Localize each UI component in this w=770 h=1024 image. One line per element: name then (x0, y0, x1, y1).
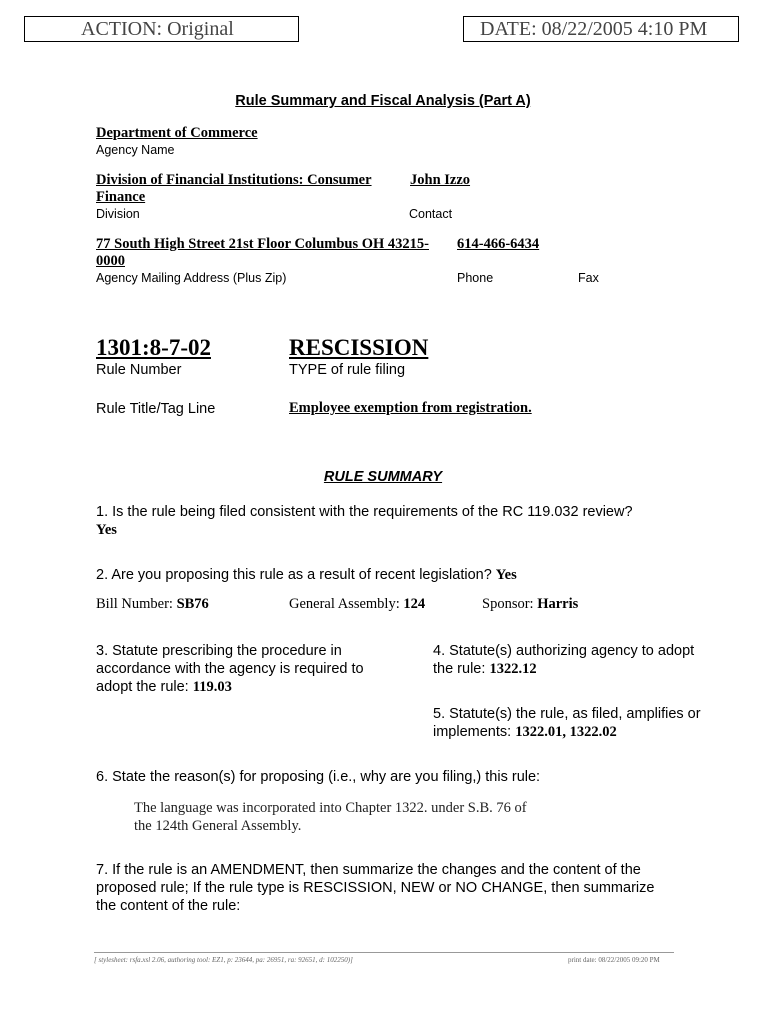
filing-type-label: TYPE of rule filing (289, 362, 406, 378)
division-label: Division (96, 207, 140, 221)
footer-stylesheet-info: [ stylesheet: rsfa.xsl 2.06, authoring tool: EZ1, p: 23644, pa: 26951, ra: 92651, d: 102250)] (94, 956, 353, 964)
date-text: DATE: 08/22/2005 4:10 PM (480, 18, 708, 40)
bill-number (96, 596, 209, 613)
sponsor (482, 596, 578, 613)
contact-value: John Izzo (410, 172, 471, 188)
action-box (24, 16, 299, 42)
question-6-text: 6. State the reason(s) for proposing (i.e., why are you filing,) this rule: (96, 769, 541, 785)
date-box (463, 16, 739, 42)
question-2-answer: Yes (495, 567, 517, 583)
question-4 (433, 642, 713, 678)
question-1 (96, 503, 656, 539)
question-4-answer: 1322.12 (489, 661, 537, 677)
contact-label: Contact (409, 207, 453, 221)
rule-title-label: Rule Title/Tag Line (96, 401, 216, 417)
footer-divider (94, 952, 674, 953)
division-value: Division of Financial Institutions: Consumer Finance (96, 172, 372, 205)
question-1-answer: Yes (96, 522, 117, 538)
question-7-text: 7. If the rule is an AMENDMENT, then summarize the changes and the content of the proposed rule; If the rule type is RESCISSION, NEW or NO CHANGE, then summarize the content of the rule: (96, 862, 655, 914)
filing-type-value: RESCISSION (289, 335, 429, 360)
rule-summary-heading: RULE SUMMARY (323, 469, 443, 485)
question-3 (96, 642, 396, 696)
address-label: Agency Mailing Address (Plus Zip) (96, 271, 287, 285)
address-value: 77 South High Street 21st Floor Columbus OH 43215-0000 (96, 236, 429, 269)
bill-number-label: Bill Number: (96, 596, 173, 612)
rule-number-value: 1301:8-7-02 (96, 335, 211, 360)
general-assembly (289, 596, 425, 613)
general-assembly-label: General Assembly: (289, 596, 400, 612)
rule-title-value: Employee exemption from registration. (289, 400, 532, 416)
agency-name-value: Department of Commerce (96, 125, 258, 141)
question-2-text: 2. Are you proposing this rule as a result of recent legislation? (96, 567, 492, 583)
question-5-answer: 1322.01, 1322.02 (515, 724, 617, 740)
question-2 (96, 566, 716, 584)
general-assembly-value: 124 (403, 596, 426, 612)
question-3-text: 3. Statute prescribing the procedure in accordance with the agency is required to adopt the rule: (96, 643, 364, 695)
form-title: Rule Summary and Fiscal Analysis (Part A) (235, 93, 531, 109)
question-5-text: 5. Statute(s) the rule, as filed, amplifies or implements: (433, 706, 701, 740)
question-1-text: 1. Is the rule being filed consistent with the requirements of the RC 119.032 review? (96, 504, 633, 520)
action-text: ACTION: Original (81, 18, 234, 40)
fax-label: Fax (578, 271, 599, 285)
bill-number-value: SB76 (176, 596, 209, 612)
sponsor-label: Sponsor: (482, 596, 534, 612)
phone-value: 614-466-6434 (457, 236, 540, 252)
sponsor-value: Harris (537, 596, 579, 612)
rule-number-label: Rule Number (96, 362, 182, 378)
question-6-answer: The language was incorporated into Chapter 1322. under S.B. 76 of the 124th General Assembly. (134, 800, 527, 834)
phone-label: Phone (457, 271, 494, 285)
question-3-answer: 119.03 (192, 679, 232, 695)
agency-name-label: Agency Name (96, 143, 175, 157)
question-4-text: 4. Statute(s) authorizing agency to adopt the rule: (433, 643, 695, 677)
footer-print-date: print date: 08/22/2005 09:20 PM (568, 956, 660, 964)
question-5 (433, 705, 723, 741)
